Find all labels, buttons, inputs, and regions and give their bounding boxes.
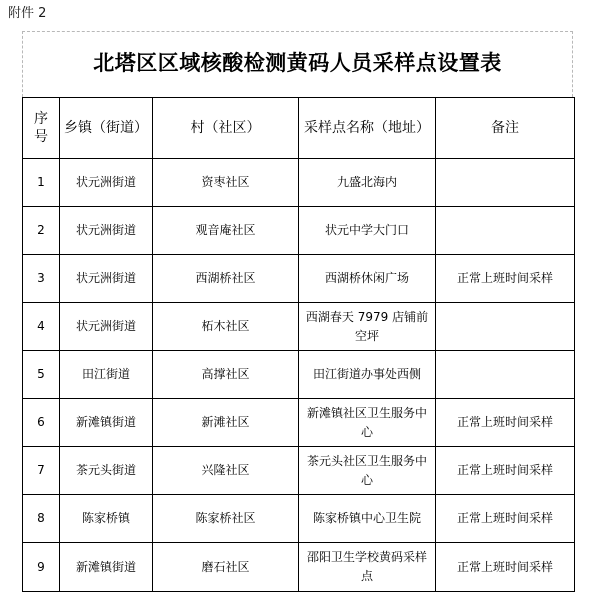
table-row: [23, 543, 575, 592]
cell-town: 茶元头街道: [60, 447, 153, 495]
header-no-line1: 序: [34, 111, 48, 127]
cell-town: 状元洲街道: [60, 303, 153, 351]
header-no-line2: 号: [34, 129, 48, 145]
cell-town: 新滩镇街道: [60, 543, 153, 592]
table-row: [23, 255, 575, 303]
cell-town: 田江街道: [60, 351, 153, 399]
cell-site-line1: 九盛北海内: [336, 175, 397, 189]
cell-town: 状元洲街道: [60, 159, 153, 207]
cell-site: [299, 255, 436, 303]
header-site: 采样点名称（地址）: [299, 98, 436, 159]
cell-site: [299, 303, 436, 351]
table-row: [23, 495, 575, 543]
cell-no: 6: [23, 399, 60, 447]
cell-no: 5: [23, 351, 60, 399]
cell-note: 正常上班时间采样: [436, 447, 575, 495]
cell-note: [436, 159, 575, 207]
title-box: [22, 31, 573, 97]
cell-note: [436, 351, 575, 399]
cell-town: 状元洲街道: [60, 207, 153, 255]
sampling-site-table: [22, 97, 575, 592]
cell-note: [436, 303, 575, 351]
cell-site: [299, 447, 436, 495]
cell-no: 1: [23, 159, 60, 207]
cell-site: [299, 159, 436, 207]
cell-village: 新滩社区: [153, 399, 299, 447]
table-row: [23, 159, 575, 207]
header-village: 村（社区）: [153, 98, 299, 159]
cell-site: [299, 207, 436, 255]
table-row: [23, 351, 575, 399]
header-note: 备注: [436, 98, 575, 159]
cell-village: 陈家桥社区: [153, 495, 299, 543]
cell-site: [299, 543, 436, 592]
cell-note: 正常上班时间采样: [436, 255, 575, 303]
cell-village: 柘木社区: [153, 303, 299, 351]
cell-village: 资枣社区: [153, 159, 299, 207]
cell-village: 观音庵社区: [153, 207, 299, 255]
cell-no: 9: [23, 543, 60, 592]
cell-no: 8: [23, 495, 60, 543]
cell-site-line2: 心: [360, 472, 373, 487]
table-row: [23, 447, 575, 495]
cell-site-line1: 西湖春天 7979 店铺前: [305, 309, 429, 324]
cell-site-line2: 心: [360, 424, 373, 439]
cell-site: [299, 399, 436, 447]
table-header-row: [23, 98, 575, 159]
table-body: [23, 159, 575, 592]
cell-site-line1: 新滩镇社区卫生服务中: [306, 405, 427, 420]
cell-village: 兴隆社区: [153, 447, 299, 495]
header-town: 乡镇（街道）: [60, 98, 153, 159]
attachment-label: 附件 2: [8, 6, 47, 21]
cell-site-line1: 西湖桥休闲广场: [324, 271, 409, 285]
cell-no: 2: [23, 207, 60, 255]
cell-village: 西湖桥社区: [153, 255, 299, 303]
cell-no: 4: [23, 303, 60, 351]
table-row: [23, 207, 575, 255]
cell-site-line2: 点: [360, 569, 373, 583]
cell-no: 3: [23, 255, 60, 303]
header-no: [23, 98, 60, 159]
cell-note: 正常上班时间采样: [436, 399, 575, 447]
cell-note: 正常上班时间采样: [436, 543, 575, 592]
cell-town: 新滩镇街道: [60, 399, 153, 447]
cell-site: [299, 495, 436, 543]
page-title: 北塔区区域核酸检测黄码人员采样点设置表: [93, 50, 502, 75]
table-row: [23, 399, 575, 447]
cell-note: 正常上班时间采样: [436, 495, 575, 543]
cell-village: 高撑社区: [153, 351, 299, 399]
cell-note: [436, 207, 575, 255]
cell-town: 陈家桥镇: [60, 495, 153, 543]
cell-site-line1: 陈家桥镇中心卫生院: [312, 511, 421, 525]
cell-site-line1: 邵阳卫生学校黄码采样: [306, 550, 427, 564]
cell-no: 7: [23, 447, 60, 495]
table-row: [23, 303, 575, 351]
cell-site: [299, 351, 436, 399]
cell-town: 状元洲街道: [60, 255, 153, 303]
cell-village: 磨石社区: [153, 543, 299, 592]
cell-site-line1: 田江街道办事处西侧: [312, 367, 421, 381]
cell-site-line2: 空坪: [354, 328, 379, 343]
cell-site-line1: 状元中学大门口: [324, 223, 409, 237]
cell-site-line1: 茶元头社区卫生服务中: [306, 453, 427, 468]
